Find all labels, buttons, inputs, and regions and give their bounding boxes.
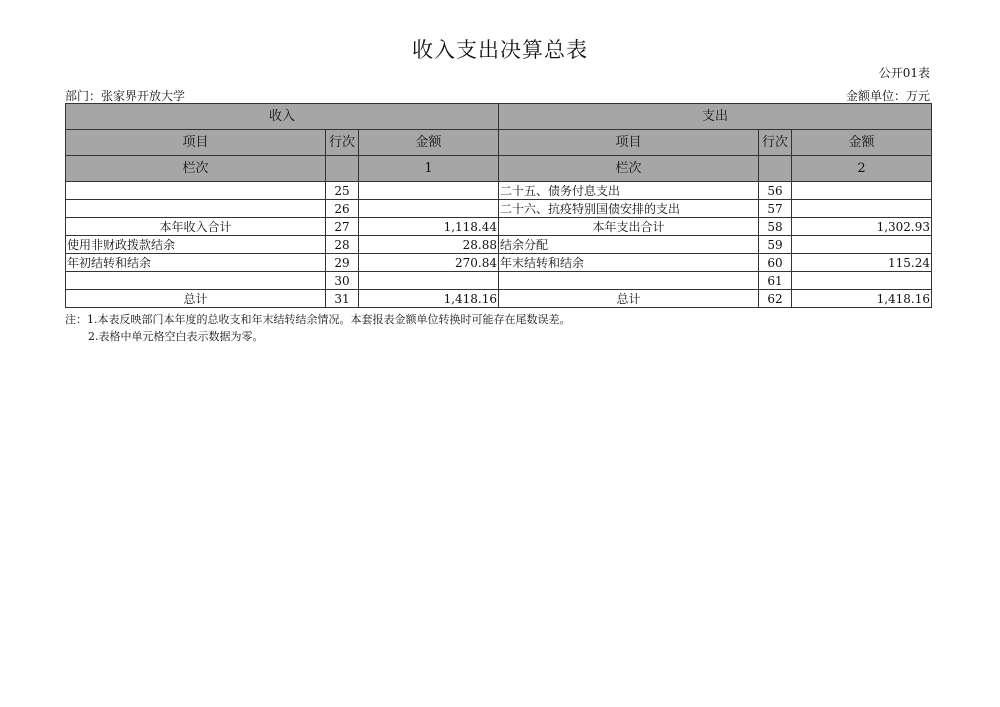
income-amount-cell: 270.84 — [359, 254, 499, 272]
income-item-cell — [66, 182, 326, 200]
expense-item-cell: 本年支出合计 — [499, 218, 759, 236]
notes — [65, 311, 571, 345]
expense-amount-cell — [792, 236, 932, 254]
income-line-cell: 28 — [326, 236, 359, 254]
form-number: 公开01表 — [878, 66, 930, 80]
income-line-cell: 31 — [326, 290, 359, 308]
income-amount-cell — [359, 182, 499, 200]
income-line-cell: 27 — [326, 218, 359, 236]
expense-line-header: 行次 — [759, 130, 792, 156]
income-item-cell — [66, 200, 326, 218]
income-line-cell: 26 — [326, 200, 359, 218]
table-row — [66, 236, 932, 254]
expense-line-cell: 58 — [759, 218, 792, 236]
income-item-cell — [66, 272, 326, 290]
department-label: 部门：张家界开放大学 — [65, 89, 186, 103]
table-row — [66, 200, 932, 218]
expense-column-label: 栏次 — [499, 156, 759, 182]
amount-unit-label: 金额单位：万元 — [845, 89, 930, 103]
income-column-number: 1 — [359, 156, 499, 182]
note-line: 2.表格中单元格空白表示数据为零。 — [88, 330, 264, 343]
table-row — [66, 182, 932, 200]
expense-line-cell: 56 — [759, 182, 792, 200]
expense-amount-cell — [792, 200, 932, 218]
income-section-header: 收入 — [66, 104, 499, 130]
report-title: 收入支出决算总表 — [412, 38, 588, 62]
expense-item-cell — [499, 272, 759, 290]
income-line-cell: 25 — [326, 182, 359, 200]
header-row-sections — [66, 104, 932, 130]
table-row-total — [66, 290, 932, 308]
expense-line-cell: 57 — [759, 200, 792, 218]
expense-item-cell: 结余分配 — [499, 236, 759, 254]
table-row — [66, 254, 932, 272]
expense-line-cell: 59 — [759, 236, 792, 254]
expense-amount-cell — [792, 272, 932, 290]
expense-item-cell: 年末结转和结余 — [499, 254, 759, 272]
income-expense-table — [65, 103, 932, 308]
expense-line-blank — [759, 156, 792, 182]
income-item-cell: 总计 — [66, 290, 326, 308]
expense-amount-cell: 1,418.16 — [792, 290, 932, 308]
header-row-column-index — [66, 156, 932, 182]
expense-item-cell: 总计 — [499, 290, 759, 308]
income-amount-cell — [359, 200, 499, 218]
expense-line-cell: 60 — [759, 254, 792, 272]
income-item-cell: 本年收入合计 — [66, 218, 326, 236]
income-item-cell: 使用非财政拨款结余 — [66, 236, 326, 254]
header-row-columns — [66, 130, 932, 156]
income-amount-cell — [359, 272, 499, 290]
income-amount-header: 金额 — [359, 130, 499, 156]
expense-column-number: 2 — [792, 156, 932, 182]
expense-amount-cell: 1,302.93 — [792, 218, 932, 236]
table-row — [66, 272, 932, 290]
expense-line-cell: 61 — [759, 272, 792, 290]
expense-amount-header: 金额 — [792, 130, 932, 156]
income-line-header: 行次 — [326, 130, 359, 156]
income-column-label: 栏次 — [66, 156, 326, 182]
expense-item-cell: 二十六、抗疫特别国债安排的支出 — [499, 200, 759, 218]
income-amount-cell: 1,118.44 — [359, 218, 499, 236]
expense-item-cell: 二十五、债务付息支出 — [499, 182, 759, 200]
expense-line-cell: 62 — [759, 290, 792, 308]
table-row — [66, 218, 932, 236]
income-item-header: 项目 — [66, 130, 326, 156]
income-line-blank — [326, 156, 359, 182]
expense-section-header: 支出 — [499, 104, 932, 130]
income-line-cell: 30 — [326, 272, 359, 290]
expense-item-header: 项目 — [499, 130, 759, 156]
income-line-cell: 29 — [326, 254, 359, 272]
expense-amount-cell — [792, 182, 932, 200]
expense-amount-cell: 115.24 — [792, 254, 932, 272]
income-amount-cell: 1,418.16 — [359, 290, 499, 308]
income-amount-cell: 28.88 — [359, 236, 499, 254]
income-item-cell: 年初结转和结余 — [66, 254, 326, 272]
note-line: 注：1.本表反映部门本年度的总收支和年末结转结余情况。本套报表金额单位转换时可能存在尾数误差。 — [65, 313, 571, 326]
